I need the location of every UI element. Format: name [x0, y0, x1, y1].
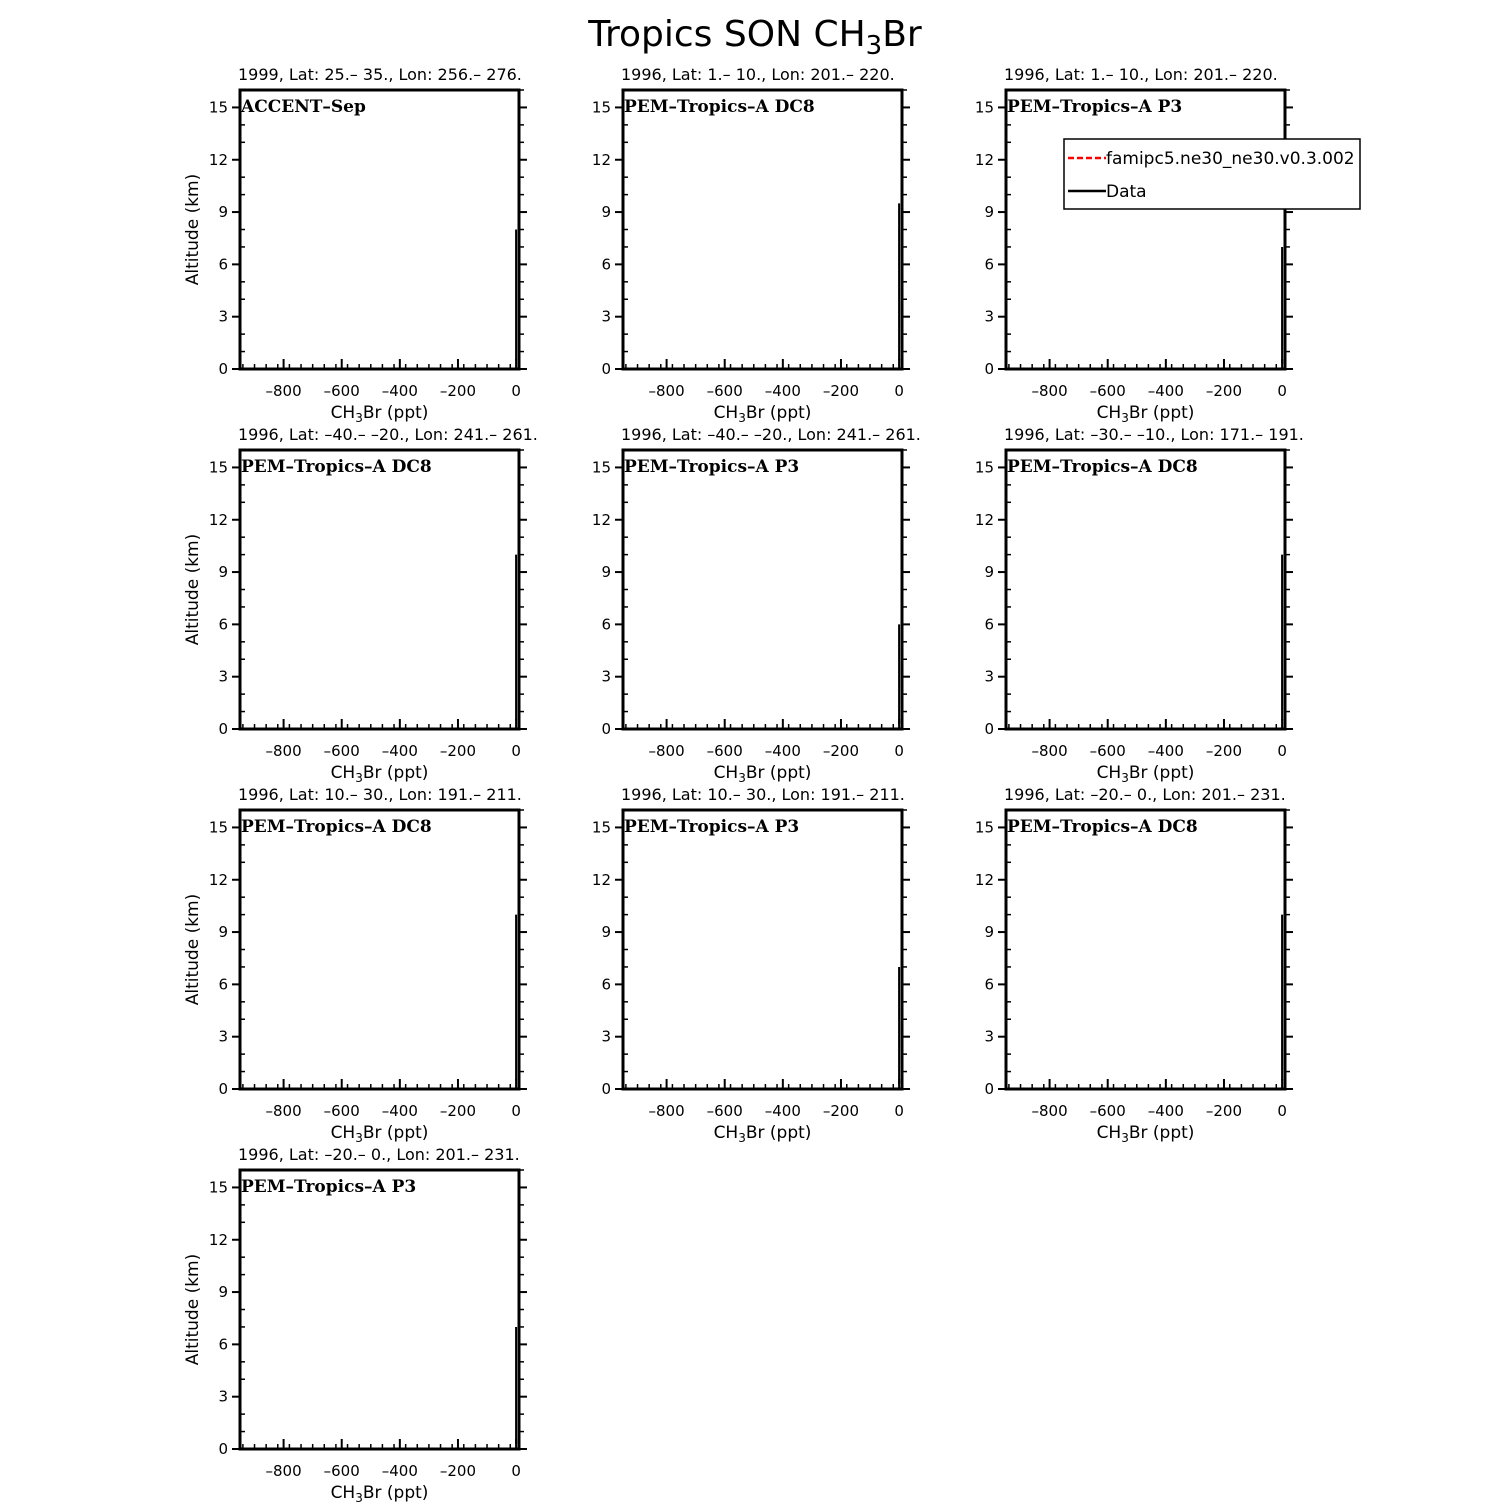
y-tick-label: 15: [208, 98, 228, 117]
y-tick-label: 9: [218, 1283, 228, 1302]
y-tick-label: 6: [984, 615, 994, 634]
x-tick-label: –200: [822, 382, 860, 400]
x-tick-label: –400: [1147, 1102, 1184, 1120]
y-tick-label: 0: [984, 360, 994, 378]
x-tick-label: –400: [764, 1102, 801, 1120]
x-tick-label: –400: [764, 382, 801, 400]
plot-frame: [623, 810, 902, 1089]
y-tick-label: 12: [974, 510, 994, 529]
y-tick-label: 0: [218, 720, 228, 738]
x-tick-label: 0: [511, 382, 521, 400]
y-tick-label: 0: [984, 1080, 994, 1098]
x-tick-label: –400: [381, 382, 418, 400]
x-tick-label: –600: [1089, 382, 1126, 400]
x-tick-label: –200: [439, 382, 477, 400]
x-axis-label: $CH_3Br$ (ppt): [1096, 403, 1195, 425]
y-tick-label: 3: [984, 307, 994, 326]
x-tick-label: –600: [323, 742, 360, 760]
y-tick-label: 15: [974, 818, 994, 837]
y-tick-label: 12: [208, 870, 228, 889]
y-tick-label: 3: [601, 307, 611, 326]
y-tick-label: 15: [591, 818, 611, 837]
campaign-label: ACCENT–Sep: [241, 97, 366, 117]
panel-header: 1996, Lat: 10.– 30., Lon: 191.– 211.: [238, 785, 522, 804]
x-tick-label: –400: [381, 742, 418, 760]
panel: [592, 65, 910, 425]
panel: [975, 785, 1293, 1145]
y-tick-label: 15: [591, 458, 611, 477]
x-tick-label: –400: [764, 742, 801, 760]
y-tick-label: 9: [984, 203, 994, 222]
y-tick-label: 6: [601, 615, 611, 634]
plot-frame: [240, 1170, 519, 1449]
y-tick-label: 3: [218, 1027, 228, 1046]
y-tick-label: 0: [218, 1080, 228, 1098]
y-tick-label: 3: [601, 1027, 611, 1046]
plot-frame: [1006, 810, 1285, 1089]
x-tick-label: –400: [1147, 382, 1184, 400]
y-tick-label: 3: [218, 1387, 228, 1406]
y-tick-label: 12: [591, 510, 611, 529]
panel-grid: [183, 65, 1360, 1505]
x-tick-label: –400: [381, 1102, 418, 1120]
x-tick-label: –200: [1205, 742, 1243, 760]
x-tick-label: 0: [511, 742, 521, 760]
x-tick-label: –200: [439, 1462, 477, 1480]
y-tick-label: 12: [591, 150, 611, 169]
campaign-label: PEM–Tropics–A DC8: [624, 97, 815, 117]
panel: [975, 425, 1304, 785]
x-tick-label: 0: [511, 1102, 521, 1120]
y-tick-label: 15: [974, 458, 994, 477]
x-tick-label: –800: [265, 1102, 302, 1120]
x-axis-label: $CH_3Br$ (ppt): [1096, 763, 1195, 785]
x-tick-label: –800: [265, 1462, 302, 1480]
panel: [975, 65, 1360, 425]
x-tick-label: –200: [439, 742, 477, 760]
y-tick-label: 9: [601, 563, 611, 582]
y-axis-label: Altitude (km): [183, 1253, 203, 1366]
y-tick-label: 9: [601, 203, 611, 222]
plot-frame: [623, 450, 902, 729]
x-tick-label: –200: [822, 742, 860, 760]
x-tick-label: –800: [1031, 1102, 1068, 1120]
campaign-label: PEM–Tropics–A DC8: [1007, 817, 1198, 837]
y-tick-label: 9: [218, 563, 228, 582]
panel-header: 1996, Lat: 10.– 30., Lon: 191.– 211.: [621, 785, 905, 804]
panel-header: 1996, Lat: –30.– –10., Lon: 171.– 191.: [1004, 425, 1304, 444]
y-tick-label: 12: [208, 150, 228, 169]
plot-frame: [623, 90, 902, 369]
x-tick-label: –600: [706, 1102, 743, 1120]
y-tick-label: 15: [591, 98, 611, 117]
x-tick-label: –600: [323, 1462, 360, 1480]
y-tick-label: 12: [208, 1230, 228, 1249]
y-axis-label: Altitude (km): [183, 533, 203, 646]
campaign-label: PEM–Tropics–A P3: [624, 817, 800, 837]
y-tick-label: 6: [218, 1335, 228, 1354]
panel-header: 1996, Lat: 1.– 10., Lon: 201.– 220.: [1004, 65, 1278, 84]
x-tick-label: 0: [1277, 742, 1287, 760]
panel: [183, 1145, 527, 1505]
panel: [183, 425, 538, 785]
x-tick-label: 0: [894, 1102, 904, 1120]
y-tick-label: 0: [218, 1440, 228, 1458]
plot-frame: [1006, 90, 1285, 369]
y-tick-label: 15: [208, 818, 228, 837]
y-tick-label: 9: [984, 923, 994, 942]
y-tick-label: 9: [218, 923, 228, 942]
x-axis-label: $CH_3Br$ (ppt): [713, 1123, 812, 1145]
x-tick-label: –600: [1089, 742, 1126, 760]
y-tick-label: 0: [601, 1080, 611, 1098]
y-tick-label: 6: [218, 255, 228, 274]
x-tick-label: 0: [1277, 1102, 1287, 1120]
x-axis-label: $CH_3Br$ (ppt): [713, 763, 812, 785]
x-tick-label: –600: [323, 382, 360, 400]
panel: [183, 65, 527, 425]
x-axis-label: $CH_3Br$ (ppt): [1096, 1123, 1195, 1145]
x-tick-label: –400: [1147, 742, 1184, 760]
y-tick-label: 6: [218, 615, 228, 634]
x-tick-label: –600: [1089, 1102, 1126, 1120]
y-tick-label: 12: [208, 510, 228, 529]
y-tick-label: 0: [601, 360, 611, 378]
panel-header: 1999, Lat: 25.– 35., Lon: 256.– 276.: [238, 65, 522, 84]
y-tick-label: 9: [601, 923, 611, 942]
campaign-label: PEM–Tropics–A P3: [624, 457, 800, 477]
plot-frame: [240, 450, 519, 729]
legend-entry: Data: [1106, 182, 1147, 202]
plot-frame: [1006, 450, 1285, 729]
figure-title-main: Tropics SON CH: [588, 14, 866, 55]
y-tick-label: 6: [984, 975, 994, 994]
y-tick-label: 3: [984, 667, 994, 686]
x-tick-label: –600: [706, 742, 743, 760]
y-tick-label: 6: [218, 975, 228, 994]
x-tick-label: –600: [706, 382, 743, 400]
y-tick-label: 12: [591, 870, 611, 889]
x-axis-label: $CH_3Br$ (ppt): [330, 1123, 429, 1145]
campaign-label: PEM–Tropics–A DC8: [241, 817, 432, 837]
panel-header: 1996, Lat: –20.– 0., Lon: 201.– 231.: [238, 1145, 520, 1164]
y-tick-label: 0: [984, 720, 994, 738]
y-tick-label: 3: [218, 667, 228, 686]
x-tick-label: –400: [381, 1462, 418, 1480]
y-axis-label: Altitude (km): [183, 893, 203, 1006]
x-axis-label: $CH_3Br$ (ppt): [330, 1483, 429, 1505]
x-tick-label: –200: [822, 1102, 860, 1120]
y-tick-label: 0: [601, 720, 611, 738]
x-tick-label: –800: [648, 1102, 685, 1120]
x-tick-label: 0: [511, 1462, 521, 1480]
y-tick-label: 9: [984, 563, 994, 582]
x-tick-label: –800: [265, 742, 302, 760]
legend-entry: famipc5.ne30_ne30.v0.3.002: [1106, 149, 1355, 169]
campaign-label: PEM–Tropics–A DC8: [241, 457, 432, 477]
x-tick-label: –800: [1031, 382, 1068, 400]
x-tick-label: –200: [439, 1102, 477, 1120]
x-axis-label: $CH_3Br$ (ppt): [713, 403, 812, 425]
panel-header: 1996, Lat: –40.– –20., Lon: 241.– 261.: [621, 425, 921, 444]
y-axis-label: Altitude (km): [183, 173, 203, 286]
panel-header: 1996, Lat: –20.– 0., Lon: 201.– 231.: [1004, 785, 1286, 804]
x-tick-label: –200: [1205, 382, 1243, 400]
figure-title: [587, 14, 922, 61]
x-tick-label: 0: [894, 742, 904, 760]
campaign-label: PEM–Tropics–A P3: [1007, 97, 1183, 117]
figure-title-subscript: 3: [865, 31, 883, 61]
y-tick-label: 0: [218, 360, 228, 378]
plot-frame: [240, 810, 519, 1089]
x-tick-label: 0: [894, 382, 904, 400]
y-tick-label: 9: [218, 203, 228, 222]
figure-title-tail: Br: [882, 14, 922, 55]
y-tick-label: 12: [974, 150, 994, 169]
x-tick-label: –800: [648, 742, 685, 760]
x-tick-label: 0: [1277, 382, 1287, 400]
panel-header: 1996, Lat: 1.– 10., Lon: 201.– 220.: [621, 65, 895, 84]
y-tick-label: 15: [974, 98, 994, 117]
y-tick-label: 12: [974, 870, 994, 889]
x-tick-label: –600: [323, 1102, 360, 1120]
x-tick-label: –800: [1031, 742, 1068, 760]
x-tick-label: –800: [648, 382, 685, 400]
y-tick-label: 6: [984, 255, 994, 274]
x-tick-label: –800: [265, 382, 302, 400]
campaign-label: PEM–Tropics–A P3: [241, 1177, 417, 1197]
y-tick-label: 6: [601, 255, 611, 274]
panel: [183, 785, 527, 1145]
campaign-label: PEM–Tropics–A DC8: [1007, 457, 1198, 477]
plot-frame: [240, 90, 519, 369]
y-tick-label: 15: [208, 458, 228, 477]
panel-header: 1996, Lat: –40.– –20., Lon: 241.– 261.: [238, 425, 538, 444]
y-tick-label: 6: [601, 975, 611, 994]
x-axis-label: $CH_3Br$ (ppt): [330, 403, 429, 425]
y-tick-label: 3: [601, 667, 611, 686]
y-tick-label: 3: [218, 307, 228, 326]
x-axis-label: $CH_3Br$ (ppt): [330, 763, 429, 785]
panel: [592, 785, 910, 1145]
y-tick-label: 15: [208, 1178, 228, 1197]
panel: [592, 425, 921, 785]
x-tick-label: –200: [1205, 1102, 1243, 1120]
y-tick-label: 3: [984, 1027, 994, 1046]
